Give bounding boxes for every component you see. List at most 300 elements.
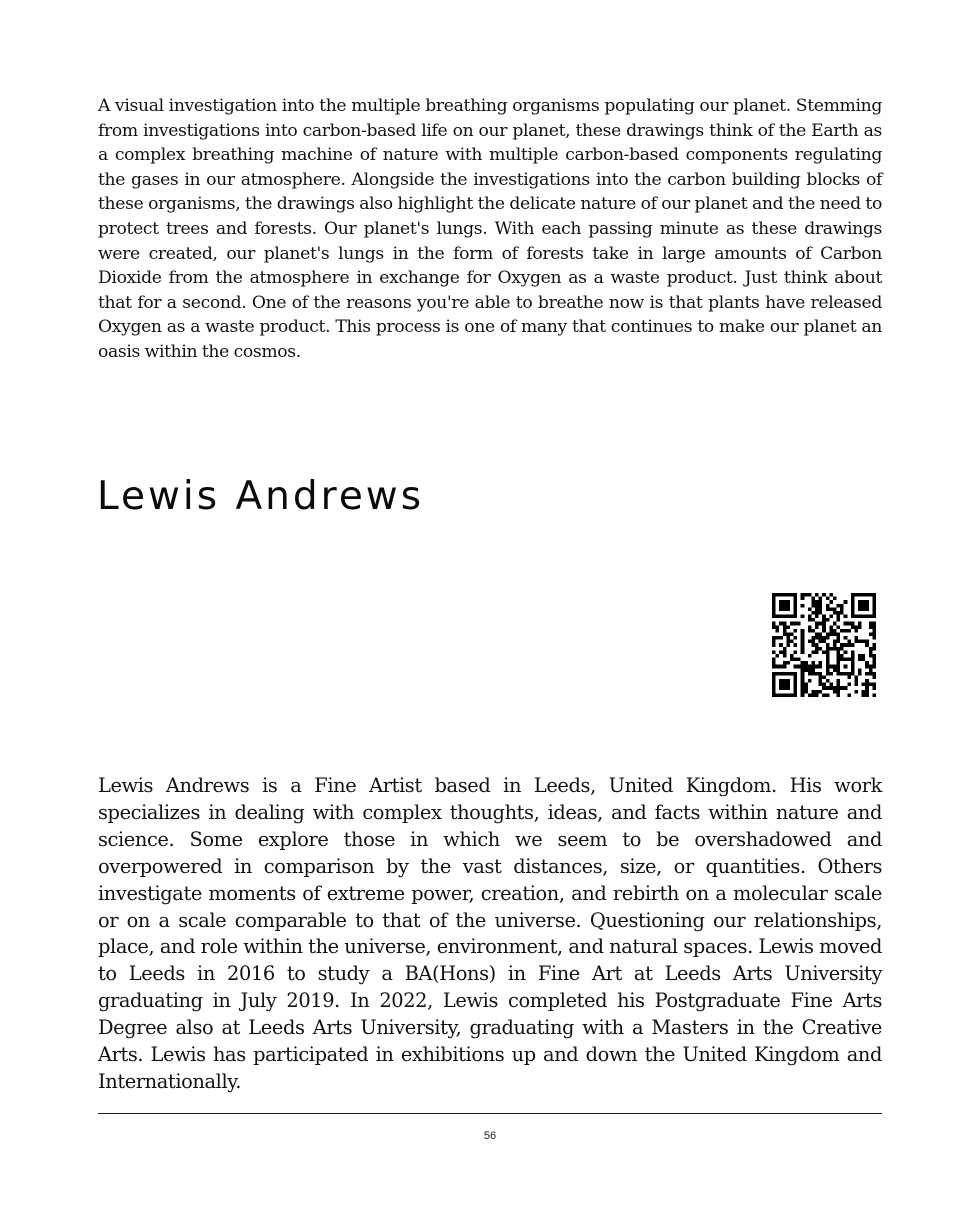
qr-module (815, 615, 819, 619)
qr-module (776, 615, 780, 619)
qr-module (794, 679, 798, 683)
qr-module (851, 650, 855, 654)
qr-module (772, 607, 776, 611)
qr-module (794, 675, 798, 679)
qr-module (829, 593, 833, 597)
qr-module (772, 600, 776, 604)
qr-module (826, 693, 830, 697)
footer-divider (98, 1113, 882, 1114)
qr-module (801, 693, 805, 697)
qr-module (815, 647, 819, 651)
qr-module (783, 600, 787, 604)
qr-module (819, 597, 823, 601)
qr-module (826, 643, 830, 647)
qr-module (790, 672, 794, 676)
qr-module (854, 679, 858, 683)
qr-module (851, 615, 855, 619)
artist-bio-paragraph: Lewis Andrews is a Fine Artist based in Leeds, United Kingdom. His work specializes in dealing with complex thoughts, ideas, and facts within nature and science. Some explore those in which we seem to be overshadowed and overpowered in comparison by the vast distances, size, or quantities. Others investigate moments of extreme power, creation, and rebirth on a molecular scale or on a scale comparable to that of the universe. Questioning our relationships, place, and role within the universe, environment, and natural spaces. Lewis moved to Leeds in 2016 to study a BA(Hons) in Fine Art at Leeds Arts University graduating in July 2019. In 2022, Lewis completed his Postgraduate Fine Arts Degree also at Leeds Arts University, graduating with a Masters in the Creative Arts. Lewis has participated in exhibitions up and down the United Kingdom and Internationally. (98, 774, 882, 1093)
qr-module (862, 604, 866, 608)
qr-module (840, 604, 844, 608)
qr-module (779, 643, 783, 647)
qr-module (794, 683, 798, 687)
qr-module (826, 654, 830, 658)
qr-module (819, 683, 823, 687)
qr-module (801, 632, 805, 636)
qr-module (826, 650, 830, 654)
qr-module (847, 640, 851, 644)
qr-module (872, 593, 876, 597)
qr-module (872, 636, 876, 640)
qr-module (811, 597, 815, 601)
qr-module (826, 672, 830, 676)
qr-module (801, 650, 805, 654)
qr-module (840, 654, 844, 658)
qr-module (783, 622, 787, 626)
qr-module (829, 615, 833, 619)
qr-module (808, 607, 812, 611)
qr-module (772, 672, 776, 676)
qr-module (819, 690, 823, 694)
qr-module (794, 636, 798, 640)
qr-module (844, 636, 848, 640)
qr-module (872, 686, 876, 690)
qr-module (869, 593, 873, 597)
qr-module (837, 693, 841, 697)
qr-module (826, 632, 830, 636)
qr-module (833, 690, 837, 694)
qr-module (811, 640, 815, 644)
qr-module (872, 607, 876, 611)
qr-module (858, 672, 862, 676)
qr-module (786, 661, 790, 665)
qr-module (819, 622, 823, 626)
qr-module (794, 643, 798, 647)
qr-module (822, 640, 826, 644)
qr-module (851, 658, 855, 662)
qr-module (837, 679, 841, 683)
qr-module (779, 686, 783, 690)
qr-module (858, 625, 862, 629)
qr-module (854, 690, 858, 694)
qr-module (840, 647, 844, 651)
qr-module (772, 636, 776, 640)
qr-module (779, 650, 783, 654)
qr-module (851, 643, 855, 647)
qr-module (815, 632, 819, 636)
qr-module (772, 640, 776, 644)
qr-module (808, 593, 812, 597)
artist-name-heading: Lewis Andrews (97, 474, 425, 519)
qr-module (833, 647, 837, 651)
qr-module (865, 604, 869, 608)
qr-module (858, 607, 862, 611)
qr-module (772, 683, 776, 687)
qr-module (783, 632, 787, 636)
qr-module (786, 593, 790, 597)
qr-module (826, 668, 830, 672)
qr-module (865, 600, 869, 604)
qr-module (819, 679, 823, 683)
qr-module (869, 647, 873, 651)
qr-module (837, 632, 841, 636)
qr-module (862, 654, 866, 658)
qr-module (786, 640, 790, 644)
qr-module (819, 672, 823, 676)
qr-module (862, 683, 866, 687)
qr-module (794, 665, 798, 669)
qr-module (826, 658, 830, 662)
qr-module (869, 654, 873, 658)
qr-module (772, 675, 776, 679)
qr-module (783, 665, 787, 669)
qr-module (862, 593, 866, 597)
qr-module (847, 693, 851, 697)
qr-module (844, 686, 848, 690)
qr-module (815, 600, 819, 604)
qr-module (872, 661, 876, 665)
qr-module (801, 640, 805, 644)
qr-module (811, 665, 815, 669)
qr-module (801, 597, 805, 601)
qr-module (790, 593, 794, 597)
qr-module (851, 661, 855, 665)
qr-module (772, 597, 776, 601)
qr-module (801, 661, 805, 665)
qr-module (801, 636, 805, 640)
qr-module (783, 607, 787, 611)
qr-module (783, 650, 787, 654)
qr-module (815, 693, 819, 697)
qr-module (865, 665, 869, 669)
qr-module (837, 604, 841, 608)
qr-module (811, 693, 815, 697)
qr-module (815, 643, 819, 647)
qr-module (865, 593, 869, 597)
qr-module (854, 629, 858, 633)
qr-module (811, 611, 815, 615)
qr-module (772, 615, 776, 619)
qr-module (851, 607, 855, 611)
qr-module (801, 690, 805, 694)
qr-module (858, 622, 862, 626)
qr-module (851, 668, 855, 672)
qr-module (869, 672, 873, 676)
qr-module (772, 650, 776, 654)
qr-module (772, 658, 776, 662)
qr-module (783, 654, 787, 658)
qr-module (808, 679, 812, 683)
qr-module (797, 658, 801, 662)
qr-module (851, 665, 855, 669)
qr-module (794, 615, 798, 619)
qr-module (858, 668, 862, 672)
qr-module (833, 668, 837, 672)
qr-module (847, 622, 851, 626)
qr-module (847, 683, 851, 687)
qr-module (869, 625, 873, 629)
qr-module (847, 675, 851, 679)
qr-module (837, 668, 841, 672)
qr-module (779, 607, 783, 611)
qr-module (801, 683, 805, 687)
qr-module (858, 615, 862, 619)
qr-module (822, 675, 826, 679)
qr-module (808, 618, 812, 622)
qr-module (776, 672, 780, 676)
qr-module (779, 683, 783, 687)
qr-module (844, 615, 848, 619)
qr-module (854, 593, 858, 597)
qr-module (862, 693, 866, 697)
qr-module (872, 672, 876, 676)
qr-module (815, 650, 819, 654)
qr-module (801, 679, 805, 683)
qr-module (801, 675, 805, 679)
qr-module (794, 650, 798, 654)
qr-module (865, 640, 869, 644)
qr-module (790, 615, 794, 619)
qr-module (801, 593, 805, 597)
qr-module (772, 622, 776, 626)
qr-module (794, 686, 798, 690)
qr-module (794, 611, 798, 615)
qr-module (786, 686, 790, 690)
qr-module (869, 622, 873, 626)
qr-module (783, 686, 787, 690)
qr-module (851, 593, 855, 597)
qr-module (822, 615, 826, 619)
qr-module (833, 686, 837, 690)
qr-module (837, 683, 841, 687)
qr-module (822, 650, 826, 654)
qr-module (794, 607, 798, 611)
qr-module (808, 625, 812, 629)
qr-module (865, 661, 869, 665)
qr-module (844, 643, 848, 647)
qr-module (794, 597, 798, 601)
qr-module (833, 643, 837, 647)
qr-module (790, 632, 794, 636)
qr-module (837, 647, 841, 651)
qr-module (829, 672, 833, 676)
qr-module (811, 600, 815, 604)
qr-module (833, 607, 837, 611)
qr-module (872, 604, 876, 608)
qr-module (865, 615, 869, 619)
qr-module (786, 643, 790, 647)
qr-module (783, 625, 787, 629)
qr-module (865, 690, 869, 694)
qr-module (808, 665, 812, 669)
qr-module (808, 672, 812, 676)
qr-module (811, 661, 815, 665)
qr-module (772, 693, 776, 697)
qr-module (833, 665, 837, 669)
qr-module (783, 679, 787, 683)
qr-module (772, 686, 776, 690)
qr-module (840, 643, 844, 647)
qr-module (804, 690, 808, 694)
qr-module (783, 593, 787, 597)
qr-module (829, 683, 833, 687)
qr-module (804, 686, 808, 690)
qr-module (862, 640, 866, 644)
qr-module (776, 654, 780, 658)
qr-module (854, 683, 858, 687)
qr-module (865, 693, 869, 697)
qr-module (786, 632, 790, 636)
qr-module (776, 593, 780, 597)
qr-module (786, 636, 790, 640)
qr-module (808, 640, 812, 644)
qr-module (858, 593, 862, 597)
qr-module (872, 611, 876, 615)
qr-module (837, 665, 841, 669)
qr-module (837, 640, 841, 644)
qr-module (779, 622, 783, 626)
qr-module (776, 629, 780, 633)
qr-module (790, 658, 794, 662)
qr-module (801, 604, 805, 608)
qr-module (779, 600, 783, 604)
qr-module (826, 661, 830, 665)
qr-module (801, 665, 805, 669)
qr-module (869, 668, 873, 672)
qr-module (808, 629, 812, 633)
qr-module (819, 636, 823, 640)
qr-module (858, 600, 862, 604)
qr-module (801, 668, 805, 672)
qr-module (840, 607, 844, 611)
qr-module (804, 661, 808, 665)
qr-module (815, 665, 819, 669)
qr-module (858, 658, 862, 662)
qr-module (804, 593, 808, 597)
qr-module (822, 622, 826, 626)
qr-module (819, 640, 823, 644)
qr-module (808, 693, 812, 697)
qr-module (854, 615, 858, 619)
qr-module (808, 668, 812, 672)
qr-module (779, 593, 783, 597)
qr-module (815, 625, 819, 629)
qr-module (801, 629, 805, 633)
qr-module (815, 607, 819, 611)
qr-module (833, 611, 837, 615)
qr-module (822, 636, 826, 640)
qr-module (829, 600, 833, 604)
qr-module (783, 604, 787, 608)
qr-module (797, 665, 801, 669)
qr-module (772, 643, 776, 647)
qr-module (822, 693, 826, 697)
qr-module (819, 604, 823, 608)
qr-module (822, 683, 826, 687)
qr-module (801, 615, 805, 619)
qr-module (772, 604, 776, 608)
qr-module (779, 672, 783, 676)
qr-module (837, 658, 841, 662)
qr-module (801, 643, 805, 647)
qr-module (786, 693, 790, 697)
qr-module (801, 686, 805, 690)
qr-module (837, 611, 841, 615)
qr-module (811, 643, 815, 647)
qr-module (808, 615, 812, 619)
qr-module (872, 625, 876, 629)
qr-module (822, 629, 826, 633)
qr-module (851, 604, 855, 608)
qr-module (872, 622, 876, 626)
qr-module (794, 690, 798, 694)
qr-module (815, 604, 819, 608)
qr-code-icon[interactable] (772, 593, 876, 697)
qr-module (872, 693, 876, 697)
qr-module (872, 658, 876, 662)
qr-module (819, 647, 823, 651)
qr-module (811, 650, 815, 654)
qr-module (865, 607, 869, 611)
qr-module (794, 604, 798, 608)
qr-module (811, 672, 815, 676)
qr-module (794, 693, 798, 697)
qr-module (826, 597, 830, 601)
qr-module (772, 593, 776, 597)
qr-module (783, 693, 787, 697)
qr-module (854, 675, 858, 679)
qr-module (858, 640, 862, 644)
qr-module (872, 629, 876, 633)
qr-module (772, 625, 776, 629)
qr-module (829, 607, 833, 611)
qr-module (811, 636, 815, 640)
qr-module (862, 690, 866, 694)
qr-module (872, 665, 876, 669)
qr-module (826, 636, 830, 640)
qr-module (819, 632, 823, 636)
qr-module (826, 604, 830, 608)
qr-module (826, 607, 830, 611)
intro-paragraph: A visual investigation into the multiple breathing organisms populating our planet. Stemming from investigations into carbon-based life on our planet, these drawings think of the Earth as a complex breathing machine of nature with multiple carbon-based components regulating the gases in our atmosphere. Alongside the investigations into the carbon building blocks of these organisms, the drawings also highlight the delicate nature of our planet and the need to protect trees and forests. Our planet's lungs. With each passing minute as these drawings were created, our planet's lungs in the form of forests take in large amounts of Carbon Dioxide from the atmosphere in exchange for Oxygen as a waste product. Just think about that for a second. One of the reasons you're able to breathe now is that plants have released Oxygen as a waste product. This process is one of many that continues to make our planet an oasis within the cosmos. (98, 96, 882, 362)
qr-module (819, 665, 823, 669)
qr-module (811, 629, 815, 633)
qr-module (847, 658, 851, 662)
qr-module (808, 654, 812, 658)
qr-module (819, 661, 823, 665)
qr-module (862, 658, 866, 662)
qr-module (783, 672, 787, 676)
qr-module (865, 683, 869, 687)
qr-module (794, 622, 798, 626)
qr-module (829, 629, 833, 633)
qr-module (865, 672, 869, 676)
qr-module (844, 658, 848, 662)
qr-module (837, 686, 841, 690)
qr-module (837, 650, 841, 654)
qr-module (851, 625, 855, 629)
qr-module (779, 693, 783, 697)
qr-module (797, 622, 801, 626)
qr-module (872, 654, 876, 658)
qr-module (829, 647, 833, 651)
qr-module (779, 615, 783, 619)
qr-module (815, 622, 819, 626)
qr-module (786, 625, 790, 629)
qr-module (790, 654, 794, 658)
qr-module (872, 632, 876, 636)
qr-module (772, 611, 776, 615)
qr-module (779, 679, 783, 683)
